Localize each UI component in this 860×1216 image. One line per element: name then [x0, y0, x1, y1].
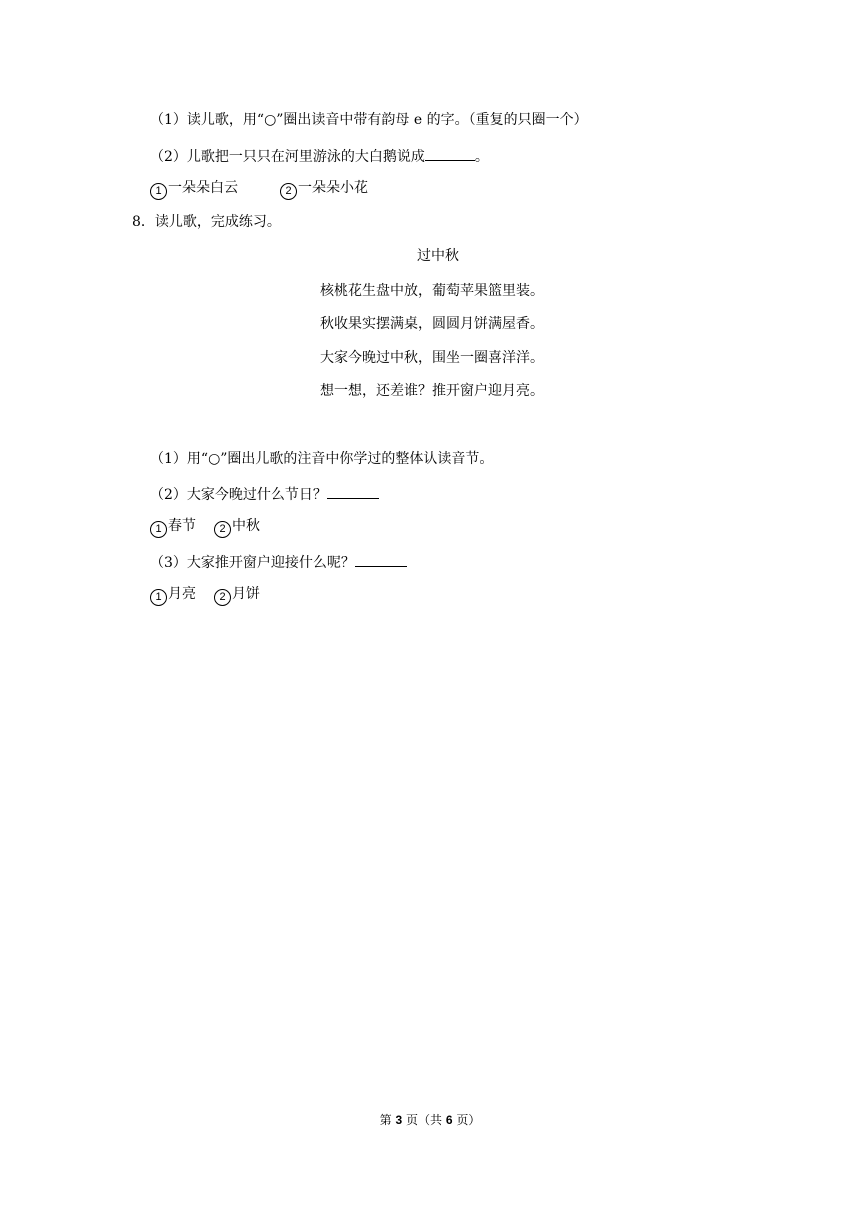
circled-number: 1 [150, 521, 167, 538]
q8-sub3 [150, 551, 407, 573]
q7-sub2-text: （2）儿歌把一只只在河里游泳的大白鹅说成 [150, 149, 425, 165]
footer-mid: 页（共 [402, 1113, 446, 1127]
q7-sub1: （1）读儿歌，用“○”圈出读音中带有韵母 e 的字。（重复的只圈一个） [150, 112, 588, 128]
q8-sub3-text: （3）大家推开窗户迎接什么呢？ [150, 555, 355, 571]
q8-sub2-options [150, 516, 260, 538]
q7-sub2-end: 。 [474, 149, 489, 165]
q8-sub2 [150, 483, 379, 505]
poem-line: 核桃花生盘中放，葡萄苹果篮里装。 [320, 283, 544, 299]
q8-sub3-option-1[interactable] [150, 584, 196, 606]
q8-sub2-option-2[interactable] [214, 516, 260, 538]
poem-title: 过中秋 [417, 248, 459, 264]
option-text: 月亮 [168, 586, 196, 602]
answer-blank[interactable] [425, 145, 475, 161]
circled-number: 2 [214, 521, 231, 538]
q7-sub2 [150, 145, 489, 167]
q8-sub1: （1）用“○”圈出儿歌的注音中你学过的整体认读音节。 [150, 451, 494, 467]
circled-number: 1 [150, 589, 167, 606]
poem-line: 秋收果实摆满桌，圆圆月饼满屋香。 [320, 316, 544, 332]
q8-sub3-option-2[interactable] [214, 584, 260, 606]
total-pages-number: 6 [445, 1113, 453, 1127]
circled-number: 2 [214, 589, 231, 606]
answer-blank[interactable] [327, 483, 379, 499]
option-text: 一朵朵白云 [168, 180, 238, 196]
option-text: 中秋 [232, 518, 260, 534]
poem-line: 大家今晚过中秋，围坐一圈喜洋洋。 [320, 350, 544, 366]
current-page-number: 3 [395, 1113, 403, 1127]
poem-line: 想一想，还差谁？推开窗户迎月亮。 [320, 383, 544, 399]
q7-option-1[interactable] [150, 178, 238, 200]
page-footer [0, 1112, 860, 1128]
option-text: 一朵朵小花 [298, 180, 368, 196]
option-text: 月饼 [232, 586, 260, 602]
q7-options [150, 178, 368, 200]
option-text: 春节 [168, 518, 196, 534]
circled-number: 2 [280, 183, 297, 200]
q8-sub3-options [150, 584, 260, 606]
footer-prefix: 第 [379, 1113, 396, 1127]
answer-blank[interactable] [355, 551, 407, 567]
q8-sub2-text: （2）大家今晚过什么节日？ [150, 487, 327, 503]
q8-heading: 8．读儿歌，完成练习。 [132, 214, 281, 230]
q8-sub2-option-1[interactable] [150, 516, 196, 538]
footer-suffix: 页） [452, 1113, 481, 1127]
q7-option-2[interactable] [280, 178, 368, 200]
circled-number: 1 [150, 183, 167, 200]
